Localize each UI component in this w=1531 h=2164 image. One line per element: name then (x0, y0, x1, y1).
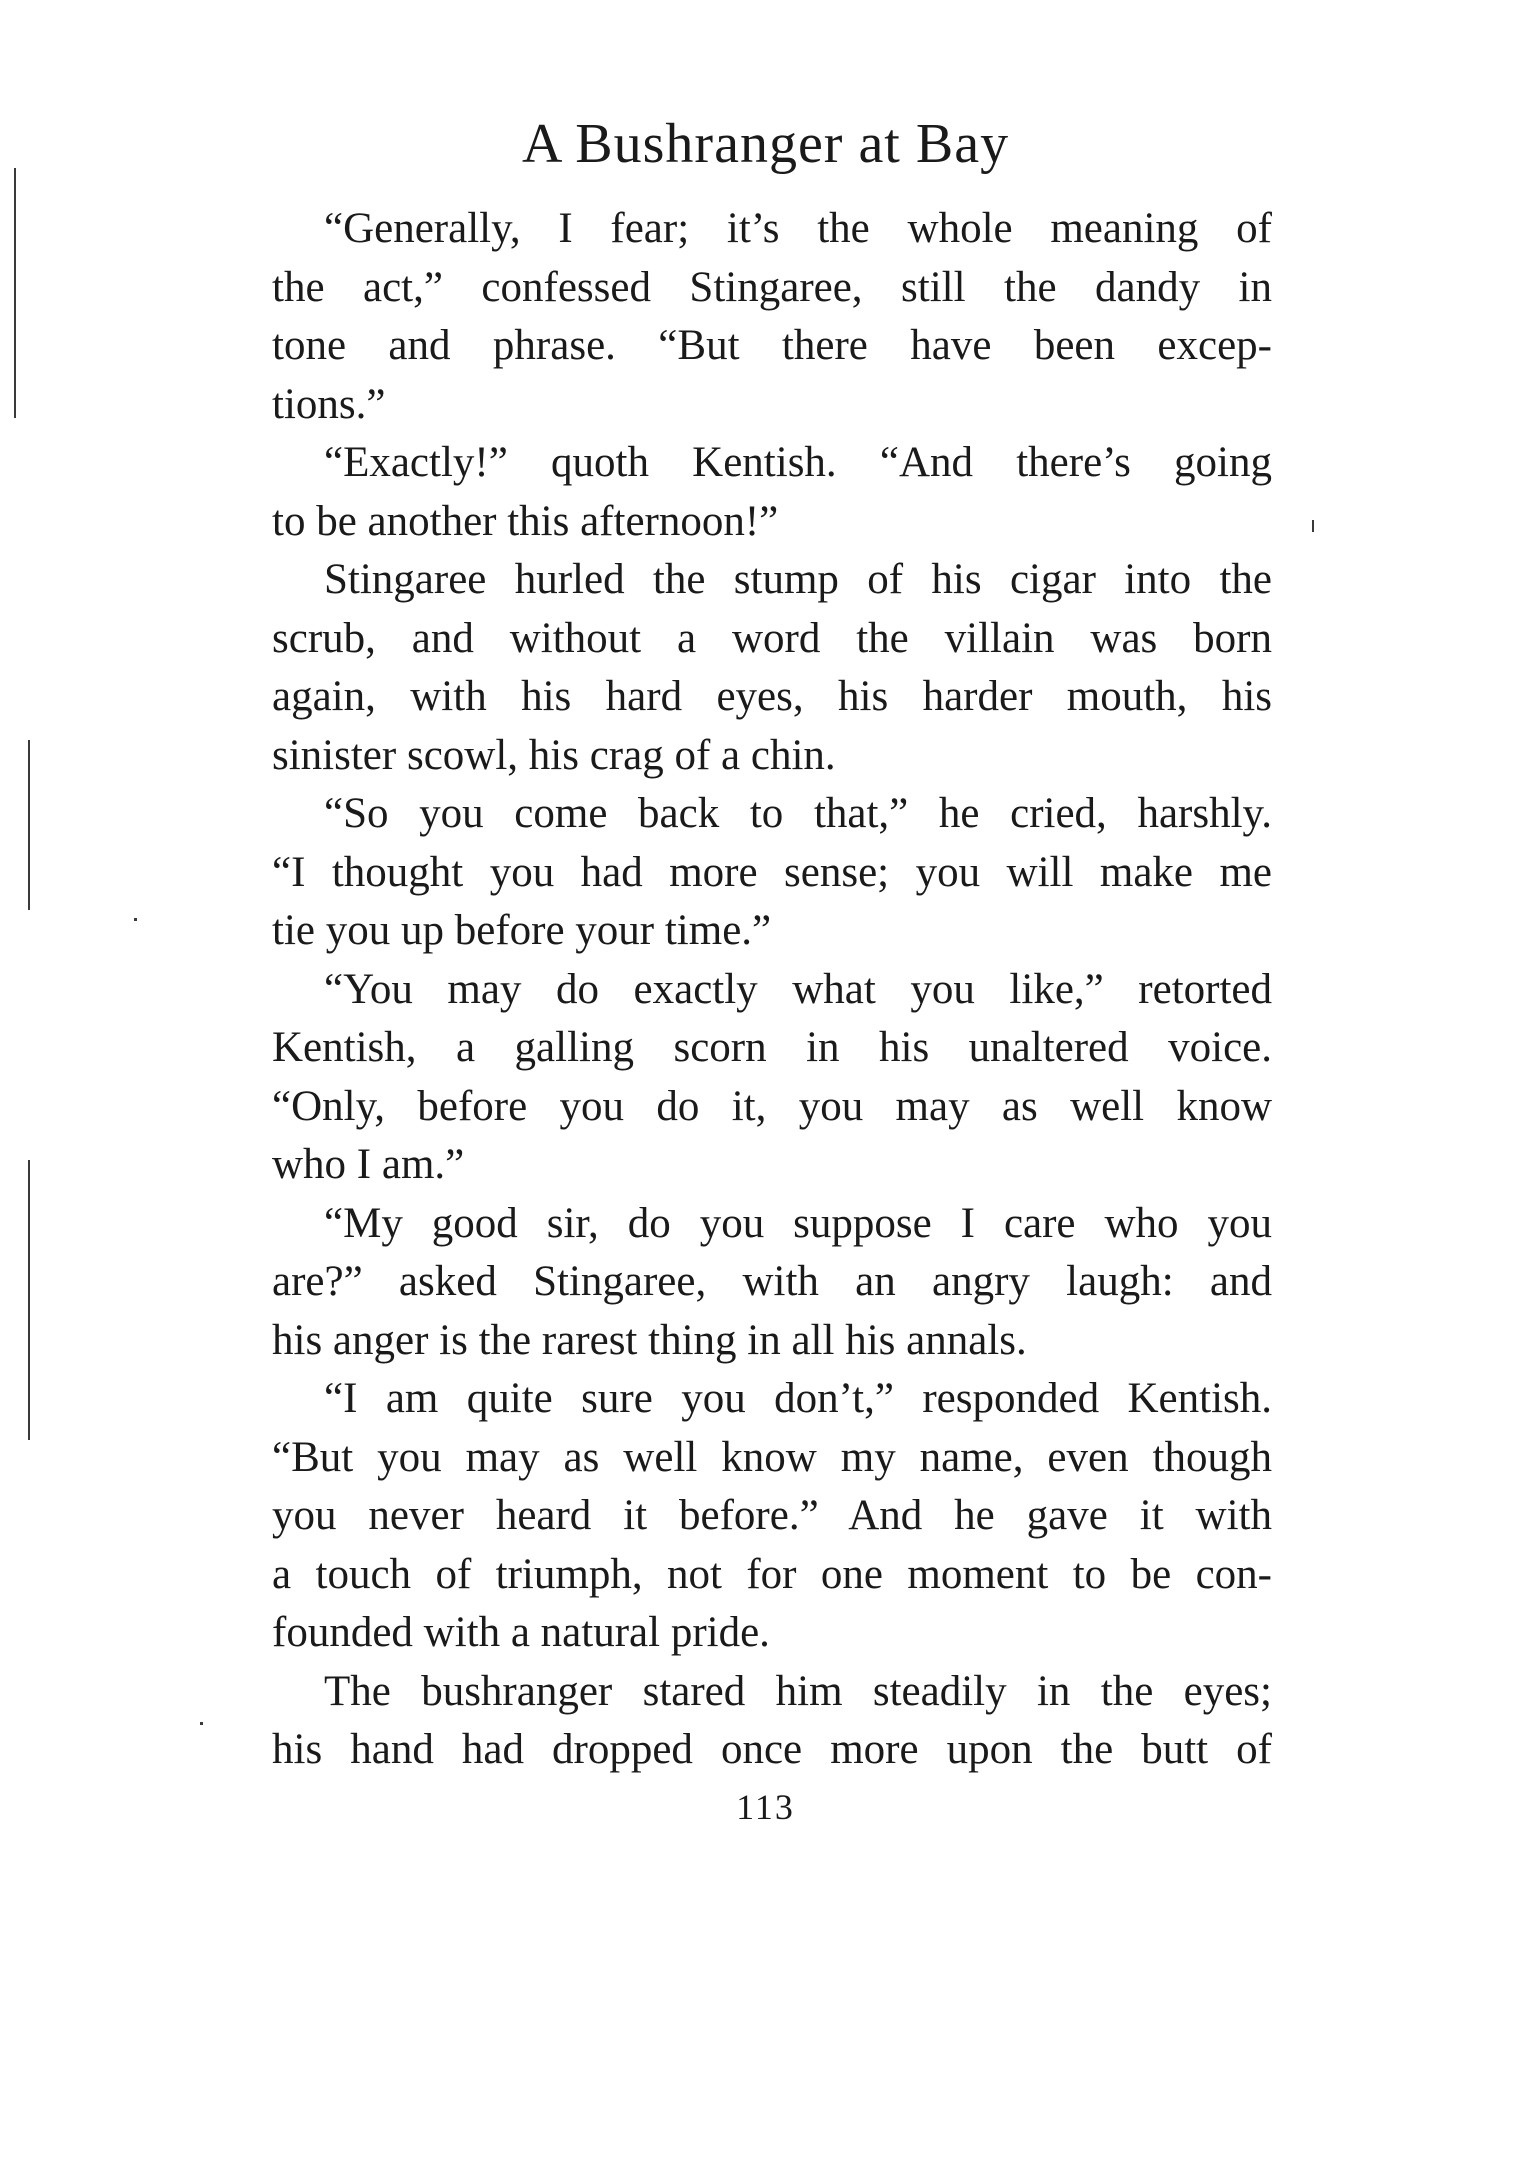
text-line: scrub, and without a word the villain was born (272, 614, 1272, 662)
scan-mark (1312, 520, 1314, 532)
text-line: “But you may as well know my name, even though (272, 1433, 1272, 1481)
scan-mark (28, 1160, 30, 1440)
text-line: “Exactly!” quoth Kentish. “And there’s going (324, 439, 1272, 486)
text-line: his hand had dropped once more upon the butt of (272, 1726, 1272, 1773)
scan-mark (134, 918, 137, 921)
text-line: to be another this afternoon!” (272, 497, 779, 545)
text-line: a touch of triumph, not for one moment to be con- (272, 1550, 1272, 1598)
text-line: Kentish, a galling scorn in his unaltered voice. (272, 1024, 1272, 1071)
text-line: his anger is the rarest thing in all his annals. (272, 1316, 1027, 1364)
text-line: founded with a natural pride. (272, 1609, 770, 1656)
text-line: “You may do exactly what you like,” retorted (324, 965, 1272, 1013)
scan-mark (14, 168, 16, 418)
page-number: 113 (736, 1787, 795, 1827)
text-line: “Generally, I fear; it’s the whole meaning of (324, 205, 1272, 252)
text-line: sinister scowl, his crag of a chin. (272, 731, 836, 779)
text-line: tions.” (272, 380, 386, 428)
text-line: The bushranger stared him steadily in the eyes; (324, 1667, 1272, 1715)
body-text (272, 200, 1272, 1780)
text-line: “Only, before you do it, you may as well know (272, 1082, 1272, 1130)
text-line: who I am.” (272, 1141, 465, 1188)
text-line: Stingaree hurled the stump of his cigar into the (324, 556, 1272, 603)
scan-mark (28, 740, 30, 910)
text-line: “My good sir, do you suppose I care who you (324, 1199, 1272, 1247)
scan-mark (200, 1722, 203, 1725)
text-line: “I thought you had more sense; you will make me (272, 848, 1272, 896)
running-head: A Bushranger at Bay (521, 113, 1010, 175)
text-line: the act,” confessed Stingaree, still the dandy in (272, 263, 1272, 311)
text-line: “So you come back to that,” he cried, harshly. (324, 790, 1272, 837)
text-line: again, with his hard eyes, his harder mouth, his (272, 673, 1272, 720)
text-line: you never heard it before.” And he gave it with (272, 1492, 1272, 1539)
text-line: are?” asked Stingaree, with an angry laugh: and (272, 1258, 1272, 1305)
text-line: “I am quite sure you don’t,” responded Kentish. (324, 1375, 1272, 1422)
text-line: tie you up before your time.” (272, 907, 772, 954)
text-line: tone and phrase. “But there have been excep- (272, 322, 1272, 369)
